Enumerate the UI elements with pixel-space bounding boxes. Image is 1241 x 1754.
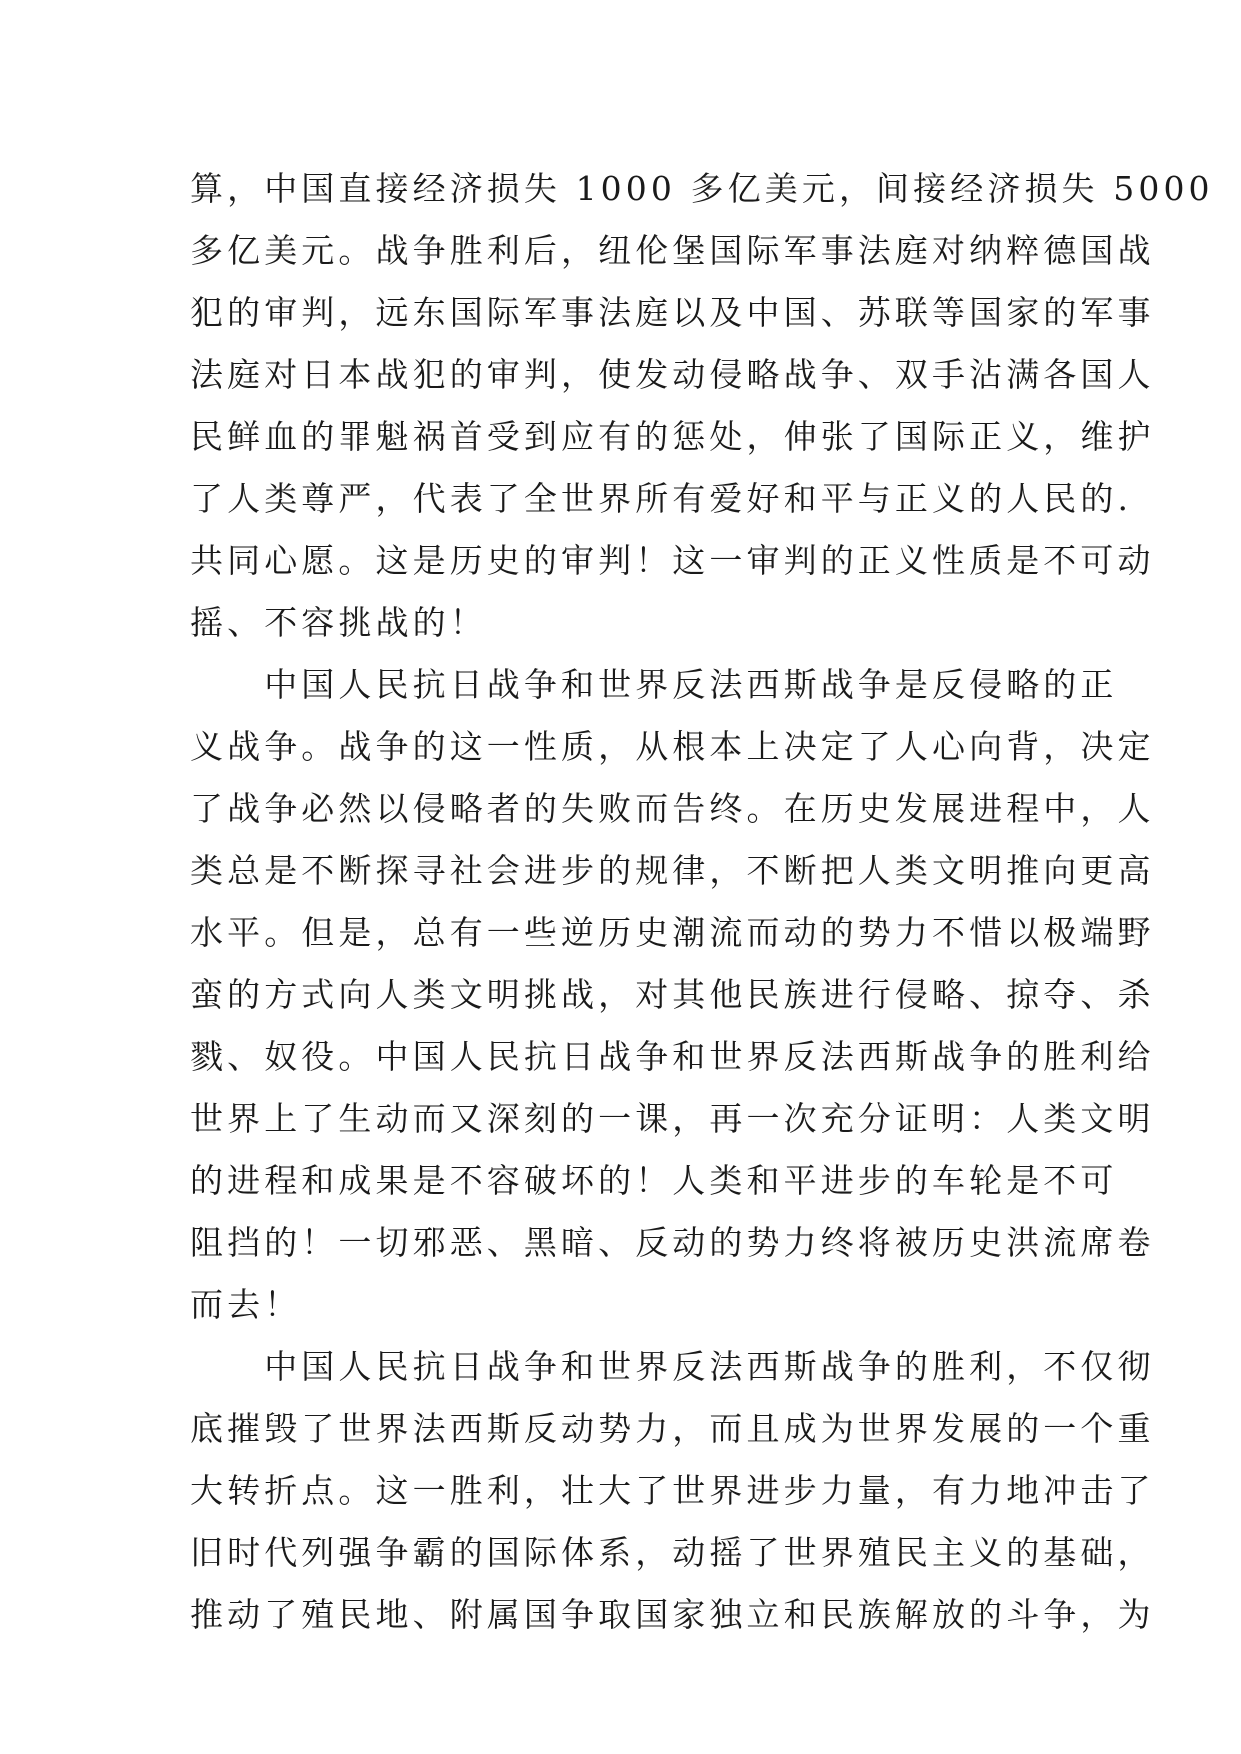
text-line: 世界上了生动而又深刻的一课，再一次充分证明：人类文明 bbox=[190, 1099, 1155, 1138]
text-line: 蛮的方式向人类文明挑战，对其他民族进行侵略、掠夺、杀 bbox=[190, 975, 1155, 1014]
text-line: 了人类尊严，代表了全世界所有爱好和平与正义的人民的. bbox=[190, 479, 1133, 518]
text-line: 推动了殖民地、附属国争取国家独立和民族解放的斗争，为 bbox=[190, 1595, 1155, 1634]
text-line: 水平。但是，总有一些逆历史潮流而动的势力不惜以极端野 bbox=[190, 913, 1155, 952]
text-line: 多亿美元。战争胜利后，纽伦堡国际军事法庭对纳粹德国战 bbox=[190, 231, 1155, 270]
text-line: 算，中国直接经济损失 1000 多亿美元，间接经济损失 5000 bbox=[190, 169, 1214, 208]
text-line: 大转折点。这一胜利，壮大了世界进步力量，有力地冲击了 bbox=[190, 1471, 1155, 1510]
text-line: 法庭对日本战犯的审判，使发动侵略战争、双手沾满各国人 bbox=[190, 355, 1155, 394]
text-line: 而去！ bbox=[190, 1285, 302, 1324]
text-line: 中国人民抗日战争和世界反法西斯战争的胜利，不仅彻 bbox=[190, 1347, 1155, 1386]
text-line: 旧时代列强争霸的国际体系，动摇了世界殖民主义的基础， bbox=[190, 1533, 1155, 1572]
text-line: 犯的审判，远东国际军事法庭以及中国、苏联等国家的军事 bbox=[190, 293, 1155, 332]
text-line: 义战争。战争的这一性质，从根本上决定了人心向背，决定 bbox=[190, 727, 1155, 766]
text-line: 中国人民抗日战争和世界反法西斯战争是反侵略的正 bbox=[190, 665, 1118, 704]
text-line: 的进程和成果是不容破坏的！人类和平进步的车轮是不可 bbox=[190, 1161, 1118, 1200]
text-line: 戮、奴役。中国人民抗日战争和世界反法西斯战争的胜利给 bbox=[190, 1037, 1155, 1076]
text-line: 底摧毁了世界法西斯反动势力，而且成为世界发展的一个重 bbox=[190, 1409, 1155, 1448]
body-text bbox=[190, 158, 1214, 1646]
text-line: 阻挡的！一切邪恶、黑暗、反动的势力终将被历史洪流席卷 bbox=[190, 1223, 1155, 1262]
text-line: 共同心愿。这是历史的审判！这一审判的正义性质是不可动 bbox=[190, 541, 1155, 580]
text-line: 摇、不容挑战的！ bbox=[190, 603, 487, 642]
text-line: 民鲜血的罪魁祸首受到应有的惩处，伸张了国际正义，维护 bbox=[190, 417, 1155, 456]
text-line: 类总是不断探寻社会进步的规律，不断把人类文明推向更高 bbox=[190, 851, 1155, 890]
text-line: 了战争必然以侵略者的失败而告终。在历史发展进程中，人 bbox=[190, 789, 1155, 828]
